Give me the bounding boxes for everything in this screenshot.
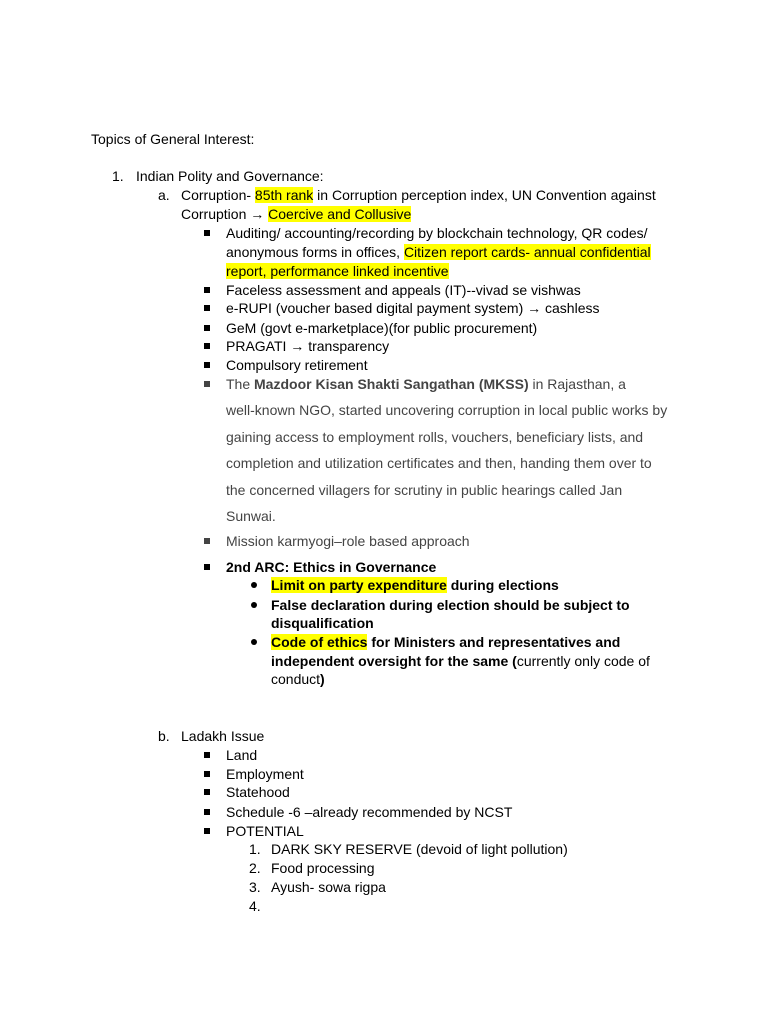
text-run: currently only code of (516, 653, 650, 669)
highlight-run: Coercive and Collusive (268, 206, 412, 222)
ladakh-item: POTENTIAL (226, 823, 304, 839)
arc-item (271, 652, 650, 670)
list-number: 1. (112, 168, 124, 184)
square-bullet-icon (204, 230, 210, 236)
square-bullet-icon (204, 381, 210, 387)
arc-heading: 2nd ARC: Ethics in Governance (226, 559, 437, 575)
highlight-run: 85th rank (254, 187, 314, 203)
square-bullet-icon (204, 771, 210, 777)
square-bullet-icon (204, 325, 210, 331)
arc-item (271, 576, 559, 594)
square-bullet-icon (204, 362, 210, 368)
highlight-run: Citizen report cards- annual confidential (403, 244, 651, 260)
bold-run: ) (320, 671, 325, 687)
mkss-line-3: gaining access to employment rolls, vouchers, beneficiary lists, and (226, 429, 644, 445)
arc-item: disqualification (271, 615, 374, 631)
text-run: in Corruption perception index, UN Convention against (313, 187, 656, 203)
bold-run: independent oversight for the same ( (271, 653, 517, 669)
text-run: The (226, 376, 255, 392)
text-run: anonymous forms in offices, (226, 244, 404, 260)
text-run: conduct (271, 671, 321, 687)
arc-item: False declaration during election should be subject to (271, 597, 630, 613)
bullet-text (226, 243, 651, 261)
bullet-text: Faceless assessment and appeals (IT)--vivad se vishwas (226, 282, 581, 298)
text-run: Corruption- (181, 187, 255, 203)
ladakh-item: Employment (226, 766, 304, 782)
ladakh-heading: Ladakh Issue (181, 728, 265, 744)
bullet-text: GeM (govt e-marketplace)(for public procurement) (226, 320, 538, 336)
mkss-line-1 (226, 375, 626, 393)
square-bullet-icon (204, 752, 210, 758)
list-number: 4. (249, 898, 261, 914)
mkss-line-5: the concerned villagers for scrutiny in public hearings called Jan (226, 482, 623, 498)
corruption-line-1 (181, 186, 656, 204)
highlight-run: report, performance linked incentive (226, 263, 449, 279)
bullet-text: PRAGATI → transparency (226, 338, 390, 354)
potential-item: Food processing (271, 860, 375, 876)
mkss-line-2: well-known NGO, started uncovering corruption in local public works by (226, 402, 668, 418)
list-number: 2. (249, 860, 261, 876)
doc-title: Topics of General Interest: (91, 131, 255, 147)
list-letter: a. (158, 187, 170, 203)
square-bullet-icon (204, 564, 210, 570)
bullet-text: Mission karmyogi–role based approach (226, 533, 470, 549)
bullet-text: Auditing/ accounting/recording by blockchain technology, QR codes/ (226, 225, 648, 241)
square-bullet-icon (204, 343, 210, 349)
bullet-text: e-RUPI (voucher based digital payment system) → cashless (226, 300, 600, 316)
round-bullet-icon (251, 582, 257, 588)
mkss-line-6: Sunwai. (226, 508, 276, 524)
arc-item (271, 670, 325, 688)
bullet-text (226, 262, 449, 280)
list-letter: b. (158, 728, 170, 744)
list-number: 1. (249, 841, 261, 857)
round-bullet-icon (251, 602, 257, 608)
potential-item: Ayush- sowa rigpa (271, 879, 386, 895)
bullet-text: Compulsory retirement (226, 357, 368, 373)
ladakh-item: Schedule -6 –already recommended by NCST (226, 804, 513, 820)
text-run: for Ministers and representatives and (367, 634, 621, 650)
mkss-line-4: completion and utilization certificates and then, handing them over to (226, 455, 652, 471)
square-bullet-icon (204, 305, 210, 311)
round-bullet-icon (251, 639, 257, 645)
section-heading: Indian Polity and Governance: (136, 168, 324, 184)
highlight-run: Code of ethics (271, 634, 368, 650)
square-bullet-icon (204, 828, 210, 834)
arc-item (271, 633, 620, 651)
ladakh-item: Land (226, 747, 258, 763)
list-number: 3. (249, 879, 261, 895)
ladakh-item: Statehood (226, 784, 290, 800)
potential-item: DARK SKY RESERVE (devoid of light pollution) (271, 841, 568, 857)
text-run: in Rajasthan, a (528, 376, 626, 392)
square-bullet-icon (204, 287, 210, 293)
square-bullet-icon (204, 538, 210, 544)
bold-run: Mazdoor Kisan Shakti Sangathan (MKSS) (254, 376, 529, 392)
square-bullet-icon (204, 809, 210, 815)
highlight-run: Limit on party expenditure (271, 577, 447, 593)
square-bullet-icon (204, 789, 210, 795)
corruption-line-2 (181, 205, 411, 223)
text-run: during elections (446, 577, 559, 593)
text-run: Corruption → (181, 206, 269, 222)
